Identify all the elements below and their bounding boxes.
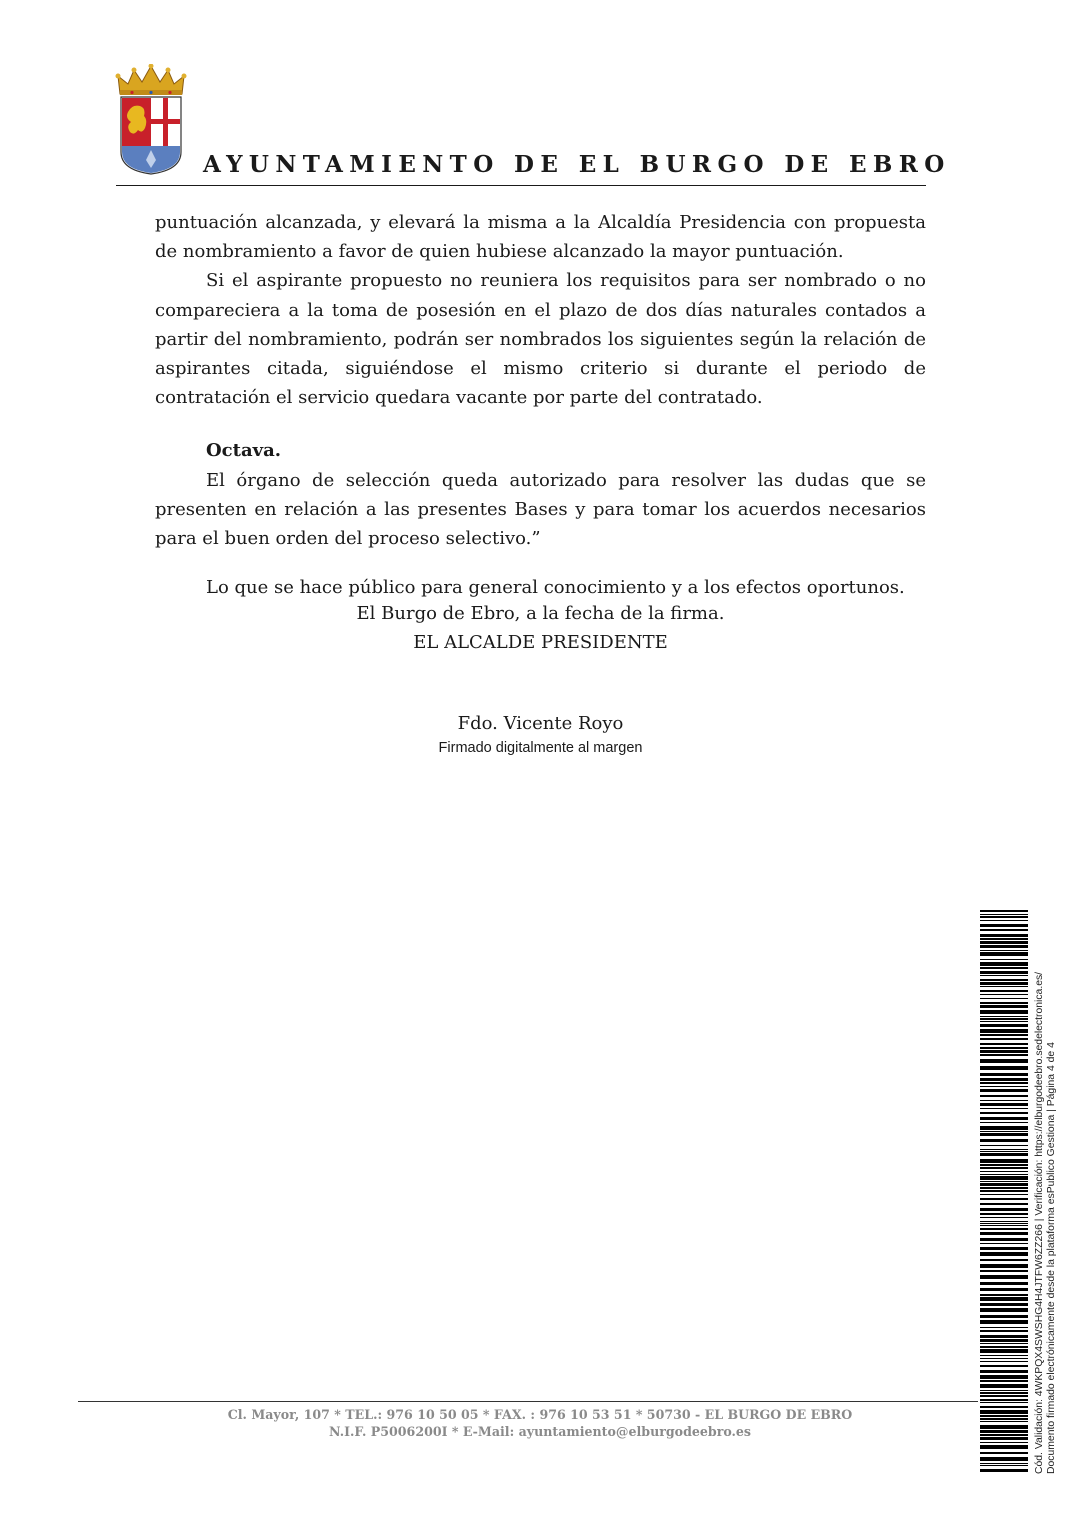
signer-title: EL ALCALDE PRESIDENTE (413, 632, 668, 653)
digital-signature-note: Firmado digitalmente al margen (438, 740, 643, 756)
document-body (155, 208, 926, 553)
municipal-coat-of-arms-icon (112, 64, 190, 176)
validation-text (1034, 972, 1058, 1474)
validation-code-line: Cód. Validación: 4WKPQX4SWSHG4H4JTFW6ZZ266 | Verificación: https://elburgodeebro.sedelectronica.es/ (1034, 971, 1045, 1474)
paragraph-replacement-rule: Si el aspirante propuesto no reuniera los requisitos para ser nombrado o no compareciera a la toma de posesión en el plazo de dos días naturales contados a partir del nombramiento, podrán ser nombrados los siguientes según la relación de aspirantes citada, siguiéndose el mismo criterio si durante el periodo de contratación el servicio quedara vacante por parte del contratado. (155, 270, 926, 409)
section-heading-octava: Octava. (206, 440, 282, 462)
organization-name: AYUNTAMIENTO DE EL BURGO DE EBRO (203, 151, 951, 178)
closing-statement: Lo que se hace público para general conocimiento y a los efectos oportunos. (206, 577, 905, 598)
validation-platform-line: Documento firmado electrónicamente desde la plataforma esPublico Gestiona | Página 4 de 4 (1046, 1042, 1057, 1474)
paragraph-octava: El órgano de selección queda autorizado para resolver las dudas que se presenten en relación a las presentes Bases y para tomar los acuerdos necesarios para el buen orden del proceso selectivo.” (155, 469, 926, 550)
footer-divider (78, 1401, 978, 1402)
footer-address: Cl. Mayor, 107 * TEL.: 976 10 50 05 * FAX. : 976 10 53 51 * 50730 - EL BURGO DE EBRO (227, 1407, 853, 1422)
barcode-icon (980, 910, 1028, 1475)
paragraph-continuation: puntuación alcanzada, y elevará la misma a la Alcaldía Presidencia con propuesta de nombramiento a favor de quien hubiese alcanzado la mayor puntuación. (155, 212, 926, 263)
footer-contact: N.I.F. P5006200I * E-Mail: ayuntamiento@elburgodeebro.es (328, 1424, 752, 1439)
header-divider (116, 185, 926, 186)
signer-name: Fdo. Vicente Royo (457, 713, 624, 734)
place-and-date: El Burgo de Ebro, a la fecha de la firma. (356, 603, 725, 624)
